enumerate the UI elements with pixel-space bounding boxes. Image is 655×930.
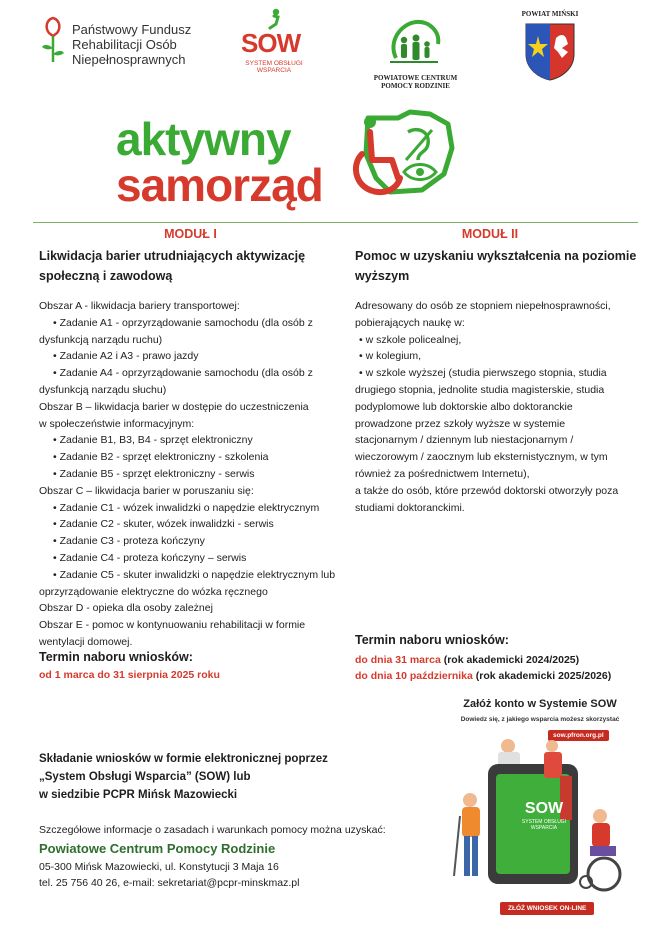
coat-of-arms-icon (524, 22, 576, 82)
submission-line3: w siedzibie PCPR Mińsk Mazowiecki (39, 789, 238, 801)
module2-line: a także do osób, które przewód doktorski otworzyły poza (355, 484, 619, 497)
module1-line: Obszar A - likwidacja bariery transportowej: (39, 300, 240, 312)
module1-line: • Zadanie B5 - sprzęt elektroniczny - serwis (53, 467, 255, 480)
module1-line: dysfunkcją narządu słuchu) (39, 383, 167, 396)
module2-title-line2: wyższym (355, 269, 410, 283)
module2-deadline-1 (355, 654, 579, 666)
module1-line: dysfunkcją narządu ruchu) (39, 333, 163, 346)
promo-url: sow.pfron.org.pl (548, 730, 609, 741)
module2-line: również za pośrednictwem Internetu), (355, 467, 530, 480)
pfron-line1: Państwowy Fundusz (72, 22, 192, 37)
module1-line: Obszar B – likwidacja barier w dostępie do uczestniczenia (39, 400, 309, 413)
module2-line: • w kolegium, (359, 350, 422, 363)
module1-line: oprzyrządowanie elektryczne do wózka ręcznego (39, 585, 268, 598)
module1-line: • Zadanie A4 - oprzyrządowanie samochodu (dla osób z (53, 367, 313, 380)
family-icon (386, 18, 442, 70)
pcpr-logo (368, 18, 463, 96)
aktywny-samorzad-wordmark (116, 113, 346, 216)
module2-deadline-label: Termin naboru wniosków: (355, 633, 509, 647)
submission-info (39, 750, 399, 804)
pcpr-line2: POMOCY RODZINIE (381, 82, 450, 90)
module1-deadline: od 1 marca do 31 sierpnia 2025 roku (39, 669, 220, 681)
module2-line: studiami doktoranckimi. (355, 501, 465, 514)
module2-title (355, 246, 645, 286)
pfron-logo (40, 14, 190, 69)
sow-sub-line1: SYSTEM OBSŁUGI (245, 60, 303, 67)
contact-address: 05-300 Mińsk Mazowiecki, ul. Konstytucji 3 Maja 16 (39, 861, 279, 873)
promo-title: Załóż konto w Systemie SOW (463, 698, 617, 710)
module1-line: • Zadanie A1 - oprzyrządowanie samochodu (dla osób z (53, 316, 313, 329)
module2-body (355, 298, 645, 516)
promo-screen-sub1: SYSTEM OBSŁUGI (521, 819, 567, 825)
module2-line: wieczorowym / zaocznym lub eksternistycznym, w tym (355, 451, 608, 464)
module1-line: Obszar E - pomoc w kontynuowaniu rehabilitacji w formie (39, 619, 306, 632)
pfron-line3: Niepełnosprawnych (72, 52, 186, 67)
submission-line1: Składanie wniosków w formie elektronicznej poprzez (39, 753, 328, 765)
module1-line: • Zadanie C5 - skuter inwalidzki o napędzie elektrycznym lub (53, 568, 336, 581)
module2-deadline-1-year: (rok akademicki 2024/2025) (440, 654, 580, 666)
module1-line: • Zadanie B1, B3, B4 - sprzęt elektroniczny (53, 434, 253, 447)
module1-line: • Zadanie A2 i A3 - prawo jazdy (53, 350, 199, 363)
module1-line: • Zadanie C1 - wózek inwalidzki o napędzie elektrycznym (53, 501, 320, 514)
person-figure-icon (264, 8, 284, 30)
brand-line1: aktywny (116, 113, 291, 165)
promo-screen-word: SOW (524, 800, 564, 817)
accessibility-icon (348, 108, 458, 198)
module1-line: • Zadanie B2 - sprzęt elektroniczny - szkolenia (53, 451, 269, 464)
module2-line: Adresowany do osób ze stopniem niepełnosprawności, (355, 300, 611, 312)
module1-title-line1: Likwidacja barier utrudniających aktywizację (39, 249, 306, 263)
promo-subtitle: Dowiedz się, z jakiego wsparcia możesz skorzystać (460, 716, 620, 723)
module1-line: Obszar D - opieka dla osoby zależnej (39, 602, 213, 615)
module2-label: MODUŁ II (461, 227, 519, 241)
contact-intro: Szczegółowe informacje o zasadach i warunkach pomocy można uzyskać: (39, 824, 386, 836)
sow-promo-banner (440, 698, 640, 923)
module1-line: • Zadanie C4 - proteza kończyny – serwis (53, 551, 247, 564)
divider (33, 222, 638, 223)
pcpr-line1: POWIATOWE CENTRUM (373, 74, 458, 82)
module1-line: wentylacji domowej. (39, 635, 133, 648)
powiat-title: POWIAT MIŃSKI (521, 10, 579, 18)
tulip-icon (40, 14, 66, 64)
apply-online-button[interactable]: ZŁÓŻ WNIOSEK ON-LINE (500, 902, 594, 915)
module2-line: podyplomowe lub doktorskie albo doktoranckie (355, 400, 573, 413)
contact-phone-email: tel. 25 756 40 26, e-mail: sekretariat@pcpr-minskmaz.pl (39, 877, 300, 889)
powiat-logo (515, 10, 585, 90)
brand-line2: samorząd (116, 159, 323, 211)
sow-sub-line2: WSPARCIA (256, 67, 292, 74)
module1-line: w społeczeństwie informacyjnym: (39, 417, 195, 430)
promo-screen-sub2: WSPARCIA (530, 825, 558, 831)
module2-deadline-2-year: (rok akademicki 2025/2026) (472, 670, 612, 682)
module2-line: stacjonarnym / dziennym lub niestacjonarnym / (355, 434, 574, 447)
sow-word: SOW (241, 28, 301, 58)
pfron-line2: Rehabilitacji Osób (72, 37, 177, 52)
module2-title-line1: Pomoc w uzyskaniu wykształcenia na poziomie (355, 249, 637, 263)
contact-name: Powiatowe Centrum Pomocy Rodzinie (39, 841, 276, 856)
module2-deadline-2 (355, 670, 611, 682)
sow-logo (238, 8, 310, 78)
module2-deadline-2-date: do dnia 10 października (355, 670, 473, 682)
module2-line: • w szkole wyższej (studia pierwszego stopnia, studia (359, 367, 607, 380)
module2-line: pobierających naukę w: (355, 316, 465, 329)
submission-line2: „System Obsługi Wsparcia” (SOW) lub (39, 771, 251, 783)
module1-line: • Zadanie C3 - proteza kończyny (53, 535, 205, 548)
module1-title (39, 246, 349, 286)
module1-label: MODUŁ I (164, 227, 217, 241)
module2-line: drugiego stopnia, jednolite studia magisterskie, studia (355, 383, 605, 396)
module1-title-line2: społeczną i zawodową (39, 269, 173, 283)
module1-line: • Zadanie C2 - skuter, wózek inwalidzki - serwis (53, 518, 274, 531)
module1-body (39, 298, 354, 651)
module1-deadline-label: Termin naboru wniosków: (39, 650, 193, 664)
module2-deadline-1-date: do dnia 31 marca (355, 654, 441, 666)
module1-line: Obszar C – likwidacja barier w poruszaniu się: (39, 484, 254, 497)
module2-line: • w szkole policealnej, (359, 333, 462, 346)
module2-line: prowadzone przez szkoły wyższe w systemie (355, 417, 566, 430)
